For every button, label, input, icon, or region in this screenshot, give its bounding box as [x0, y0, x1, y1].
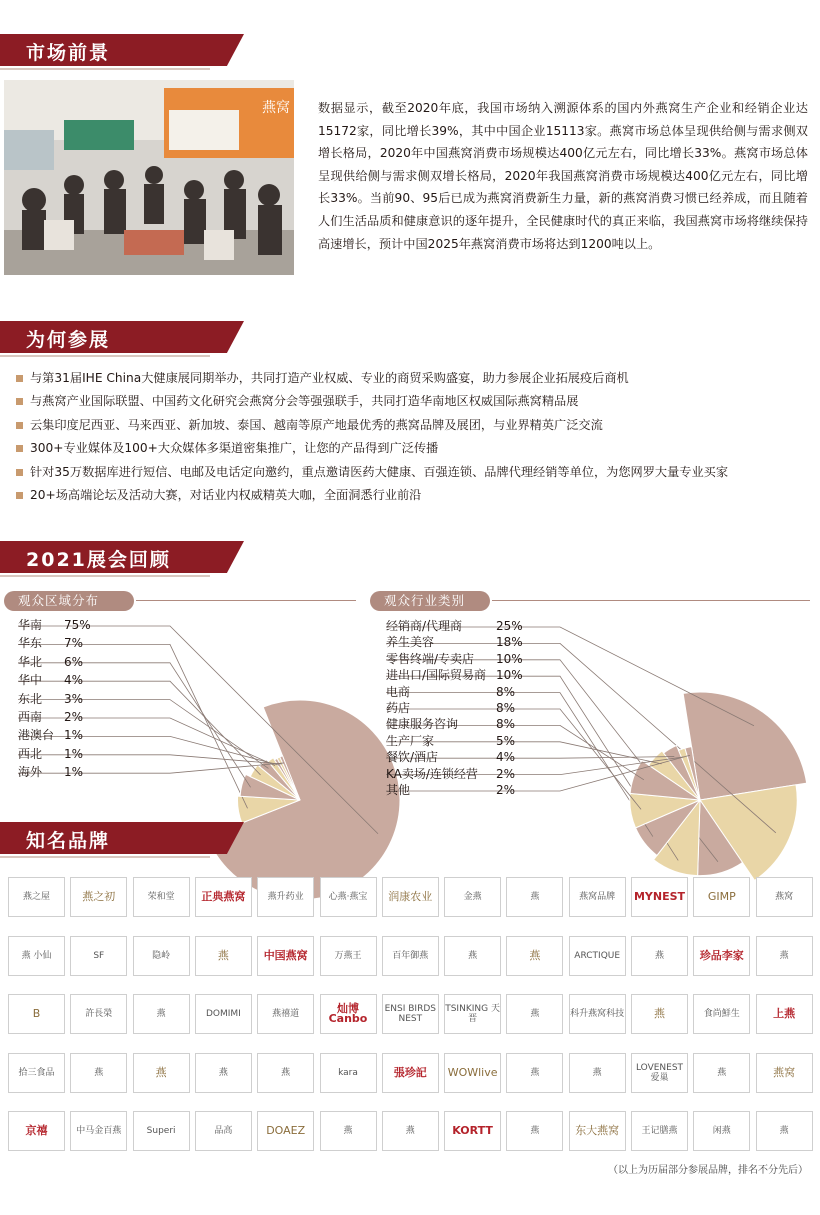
- bullet-icon: [16, 375, 23, 382]
- legend-label: 零售终端/专卖店: [386, 651, 475, 666]
- brand-logo: ARCTIQUE: [569, 936, 626, 976]
- list-item: 针对35万数据库进行短信、电邮及电话定向邀约，重点邀请医药大健康、百强连锁、品牌代理经销等单位，为您网罗大量专业买家: [16, 461, 806, 484]
- legend-value: 8%: [496, 701, 516, 715]
- section-header-market: [0, 34, 244, 66]
- brand-logo: 燕: [320, 1111, 377, 1151]
- legend-value: 10%: [496, 668, 523, 683]
- bullet-icon: [16, 445, 23, 452]
- chart-title-industry: 观众行业类别: [370, 591, 490, 611]
- legend-value: 2%: [64, 710, 84, 724]
- brand-logo: 万燕王: [320, 936, 377, 976]
- legend-value: 1%: [64, 746, 84, 761]
- brand-logo: 百年御燕: [382, 936, 439, 976]
- brand-logo: 荣和堂: [133, 877, 190, 917]
- list-item: 300+专业媒体及100+大众媒体多渠道密集推广，让您的产品得到广泛传播: [16, 437, 806, 460]
- brand-logo: 燕窝品牌: [569, 877, 626, 917]
- brand-logo: 心燕·燕宝: [320, 877, 377, 917]
- brand-logo: 燕: [569, 1053, 626, 1093]
- legend-label: 西南: [18, 710, 43, 724]
- brand-logo: DOMIMI: [195, 994, 252, 1034]
- market-paragraph: 数据显示，截至2020年底，我国市场纳入溯源体系的国内外燕窝生产企业和经销企业达15172家，同比增长39%，其中中国企业15113家。燕窝市场总体呈现供给侧与需求侧双增长格局，2020年中国燕窝消费市场规模达400亿元左右，同比增长33%。燕窝市场总体呈现供给侧与需求侧双增长格局，2020年我国燕窝消费市场规模达400亿元左右，同比增长33%。当前90、95后已成为燕窝消费新生力量，新的燕窝消费习惯已经养成，而且随着人们生活品质和健康意识的逐年提升，全民健康时代的真正来临，我国燕窝市场将继续保持高速增长，预计中国2025年燕窝消费市场将达到1200吨以上。: [318, 101, 808, 251]
- legend-label: 经销商/代理商: [386, 619, 463, 633]
- legend-value: 6%: [64, 654, 84, 669]
- legend-label: 健康服务咨询: [386, 717, 459, 732]
- legend-value: 18%: [496, 635, 523, 650]
- pie-slice: [683, 692, 807, 800]
- brand-logo: 燕: [506, 1111, 563, 1151]
- brand-logo: 燕: [506, 1053, 563, 1093]
- brand-logo: 正典燕窝: [195, 877, 252, 917]
- brand-logo: 燕禧道: [257, 994, 314, 1034]
- list-item: 与第31届IHE China大健康展同期举办，共同打造产业权威、专业的商贸采购盛宴，助力参展企业拓展疫后商机: [16, 367, 806, 390]
- brand-logo: 燕: [133, 994, 190, 1034]
- brand-logo: SF: [70, 936, 127, 976]
- brand-logo: 燕: [70, 1053, 127, 1093]
- brand-logo: 上燕: [756, 994, 813, 1034]
- legend-label: 生产厂家: [386, 733, 435, 748]
- pie-slice: [207, 700, 400, 900]
- brand-logo: 珍品李家: [693, 936, 750, 976]
- legend-label: 进出口/国际贸易商: [386, 668, 487, 683]
- brand-logo: MYNEST: [631, 877, 688, 917]
- legend-label: 港澳台: [18, 728, 55, 743]
- brand-logo: B: [8, 994, 65, 1034]
- brand-footnote: （以上为历届部分参展品牌，排名不分先后）: [608, 1165, 808, 1176]
- leader-line: [18, 718, 275, 766]
- section-title: 市场前景: [26, 42, 111, 64]
- section-title: 为何参展: [26, 329, 111, 351]
- legend-label: 餐饮/酒店: [386, 750, 439, 765]
- brand-logo: 燕: [631, 936, 688, 976]
- legend-value: 75%: [64, 618, 91, 632]
- legend-value: 2%: [496, 783, 516, 797]
- legend-label: 华北: [18, 654, 43, 669]
- brand-logo: 中国燕窝: [257, 936, 314, 976]
- legend-label: 药店: [386, 701, 411, 715]
- legend-value: 4%: [64, 673, 84, 688]
- leader-line: [18, 700, 268, 769]
- list-item: 20+场高端论坛及活动大赛，对话业内权威精英大咖，全面洞悉行业前沿: [16, 484, 806, 507]
- brand-logo: DOAEZ: [257, 1111, 314, 1151]
- list-item: 与燕窝产业国际联盟、中国药文化研究会燕窝分会等强强联手，共同打造华南地区权威国际燕窝精品展: [16, 390, 806, 413]
- section-title: 知名品牌: [26, 830, 111, 852]
- brand-logo: 燕之屋: [8, 877, 65, 917]
- brand-logo: KORTT: [444, 1111, 501, 1151]
- brand-logo: 燕: [133, 1053, 190, 1093]
- legend-value: 8%: [496, 684, 516, 699]
- legend-label: 东北: [18, 691, 43, 706]
- section-header-review: [0, 541, 244, 573]
- brand-logo: 中马金百燕: [70, 1111, 127, 1151]
- legend-value: 1%: [64, 728, 84, 743]
- legend-label: 华南: [18, 618, 43, 632]
- leader-line: [18, 763, 284, 773]
- legend-label: 西北: [18, 746, 43, 761]
- brand-logo: 科升燕窝科技: [569, 994, 626, 1034]
- brand-logo: 燕升药业: [257, 877, 314, 917]
- list-item: 云集印度尼西亚、马来西亚、新加坡、泰国、越南等原产地最优秀的燕窝品牌及展团，与业界精英广泛交流: [16, 414, 806, 437]
- brand-logo: 燕窝: [756, 877, 813, 917]
- brand-logo: 东大燕窝: [569, 1111, 626, 1151]
- brand-logo: 燕: [195, 936, 252, 976]
- brand-logo: Superi: [133, 1111, 190, 1151]
- brand-logo: kara: [320, 1053, 377, 1093]
- bullet-icon: [16, 469, 23, 476]
- brand-logo: 張珍記: [382, 1053, 439, 1093]
- brand-logo: ENSI BIRDS NEST: [382, 994, 439, 1034]
- section-title: 2021展会回顾: [26, 549, 171, 571]
- brand-logo: WOWlive: [444, 1053, 501, 1093]
- legend-label: KA卖场/连锁经营: [386, 766, 478, 781]
- legend-label: 电商: [386, 684, 411, 699]
- brand-logo: 燕: [506, 936, 563, 976]
- brand-logo: 燕之初: [70, 877, 127, 917]
- brand-logo: TSINKING 天晋: [444, 994, 501, 1034]
- brand-logo: 燕: [756, 936, 813, 976]
- brand-logo: 京禧: [8, 1111, 65, 1151]
- chart-title-region: 观众区域分布: [4, 591, 134, 611]
- brand-logo: 润康农业: [382, 877, 439, 917]
- legend-label: 华中: [18, 673, 43, 688]
- legend-value: 5%: [496, 733, 516, 748]
- legend-label: 海外: [18, 765, 43, 780]
- brand-logo: 許長榮: [70, 994, 127, 1034]
- brand-logo: 燕: [444, 936, 501, 976]
- brand-logo: 燕: [506, 877, 563, 917]
- brand-logo: 燕窝: [756, 1053, 813, 1093]
- brand-logo: GIMP: [693, 877, 750, 917]
- brand-logo: 品高: [195, 1111, 252, 1151]
- legend-value: 1%: [64, 765, 84, 780]
- legend-label: 其他: [386, 783, 411, 797]
- expo-photo: [4, 80, 294, 275]
- section-header-why: [0, 321, 244, 353]
- brand-logo: 金燕: [444, 877, 501, 917]
- brand-logo: 燕: [382, 1111, 439, 1151]
- legend-value: 3%: [64, 691, 84, 706]
- brand-logo: 隐岭: [133, 936, 190, 976]
- brand-logo: 灿博 Canbo: [320, 994, 377, 1034]
- legend-label: 养生美容: [386, 635, 435, 650]
- legend-value: 25%: [496, 619, 523, 633]
- brand-logo: 王记膳燕: [631, 1111, 688, 1151]
- bullet-icon: [16, 398, 23, 405]
- brand-logo: 燕: [195, 1053, 252, 1093]
- brand-logo: 燕: [631, 994, 688, 1034]
- legend-value: 4%: [496, 750, 516, 765]
- brand-logo: 拾三食品: [8, 1053, 65, 1093]
- legend-value: 8%: [496, 717, 516, 732]
- brand-logo: 燕 小仙: [8, 936, 65, 976]
- legend-value: 10%: [496, 651, 523, 666]
- bullet-icon: [16, 492, 23, 499]
- bullet-icon: [16, 422, 23, 429]
- brand-logo: 燕: [756, 1111, 813, 1151]
- legend-label: 华东: [18, 636, 43, 651]
- legend-value: 7%: [64, 636, 84, 651]
- photo-sign: 燕窝: [262, 100, 290, 116]
- legend-value: 2%: [496, 766, 516, 781]
- brand-logo: LOVENEST 爱巢: [631, 1053, 688, 1093]
- brand-logo: 食尚鮮生: [693, 994, 750, 1034]
- brand-logo: 燕: [257, 1053, 314, 1093]
- leader-line: [18, 681, 261, 775]
- brand-logo: 燕: [693, 1053, 750, 1093]
- brand-logo: 闲燕: [693, 1111, 750, 1151]
- section-header-brands: [0, 822, 244, 854]
- brand-logo: 燕: [506, 994, 563, 1034]
- why-exhibit-list: [16, 367, 806, 507]
